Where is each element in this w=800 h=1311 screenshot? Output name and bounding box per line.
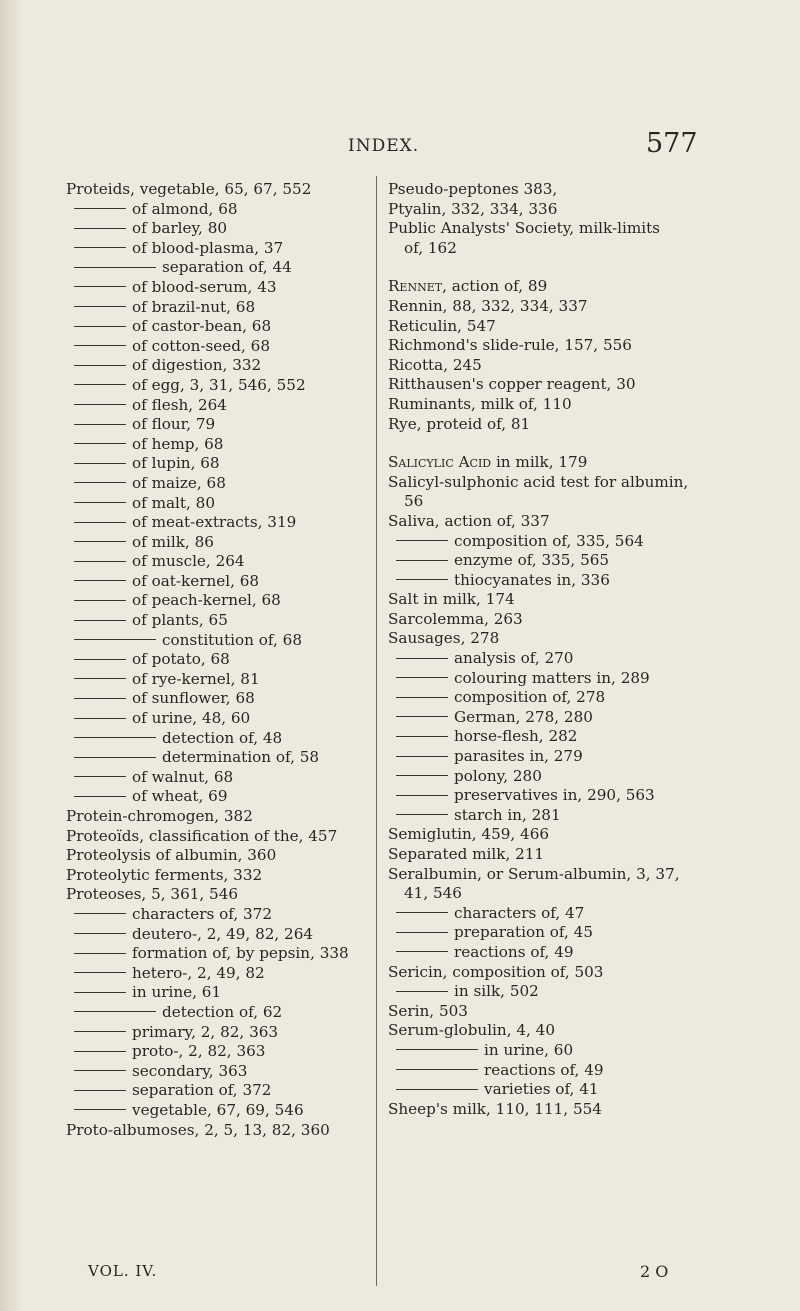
index-entry	[388, 239, 718, 259]
index-entry-text: Salicylic Acid in milk, 179	[388, 453, 588, 472]
index-entry	[66, 846, 366, 866]
index-entry	[66, 670, 366, 690]
ditto-dash	[396, 540, 448, 541]
index-entry-text: hetero-, 2, 49, 82	[132, 963, 265, 982]
ditto-dash	[74, 580, 126, 581]
index-entry-text: of flour, 79	[132, 415, 216, 434]
index-entry	[388, 669, 718, 689]
index-entry-text: of wheat, 69	[132, 787, 228, 806]
index-entry-text: Ptyalin, 332, 334, 336	[388, 199, 558, 218]
ditto-dash	[74, 757, 156, 758]
index-entry	[66, 983, 366, 1003]
index-entry	[388, 1061, 718, 1081]
index-entry-text: of rye-kernel, 81	[132, 669, 260, 688]
index-entry-text: Public Analysts' Society, milk-limits	[388, 219, 660, 238]
index-entry	[66, 454, 366, 474]
index-entry-text: varieties of, 41	[484, 1080, 599, 1099]
index-entry-text: of blood-plasma, 37	[132, 238, 284, 257]
index-entry-text: of meat-extracts, 319	[132, 513, 297, 532]
ditto-dash	[74, 972, 126, 973]
index-entry	[66, 964, 366, 984]
index-entry	[66, 1003, 366, 1023]
index-entry-text: characters of, 372	[132, 904, 273, 923]
index-entry	[388, 1041, 718, 1061]
index-entry	[388, 982, 718, 1002]
ditto-dash	[74, 482, 126, 483]
index-entry	[388, 1021, 718, 1041]
index-entry-text: Rennin, 88, 332, 334, 337	[388, 296, 588, 315]
index-entry-text: Richmond's slide-rule, 157, 556	[388, 336, 632, 355]
index-entry	[388, 512, 718, 532]
ditto-dash	[396, 1089, 478, 1090]
index-entry-text: of digestion, 332	[132, 356, 262, 375]
index-entry	[388, 415, 718, 435]
index-entry	[66, 885, 366, 905]
index-entry-text: of sunflower, 68	[132, 689, 255, 708]
index-entry-text: of hemp, 68	[132, 434, 224, 453]
index-entry	[66, 827, 366, 847]
index-entry-text: separation of, 44	[162, 258, 292, 277]
index-entry-text: Ritthausen's copper reagent, 30	[388, 375, 636, 394]
index-entry-text: characters of, 47	[454, 903, 585, 922]
index-entry-text: reactions of, 49	[454, 942, 574, 961]
index-entry	[66, 866, 366, 886]
index-entry-text: Serum-globulin, 4, 40	[388, 1021, 555, 1040]
ditto-dash	[74, 659, 126, 660]
index-entry	[388, 923, 718, 943]
index-entry-text: of almond, 68	[132, 199, 238, 218]
index-entry-text: vegetable, 67, 69, 546	[132, 1100, 304, 1119]
index-entry-text: Proteoïds, classification of the, 457	[66, 826, 338, 845]
ditto-dash	[74, 639, 156, 640]
index-entry	[388, 532, 718, 552]
index-entry-text: primary, 2, 82, 363	[132, 1022, 279, 1041]
index-entry	[66, 337, 366, 357]
index-column-right	[388, 180, 718, 1119]
ditto-dash	[396, 814, 448, 815]
index-entry	[388, 1080, 718, 1100]
index-entry	[66, 572, 366, 592]
index-entry-text: of maize, 68	[132, 473, 226, 492]
index-entry-text: German, 278, 280	[454, 707, 593, 726]
index-entry	[388, 356, 718, 376]
index-entry	[66, 611, 366, 631]
index-entry	[388, 200, 718, 220]
index-entry-text: of cotton-seed, 68	[132, 336, 270, 355]
ditto-dash	[74, 424, 126, 425]
index-entry-text: separation of, 372	[132, 1081, 272, 1100]
ditto-dash	[74, 522, 126, 523]
index-entry-text: of urine, 48, 60	[132, 709, 251, 728]
index-entry-text: of muscle, 264	[132, 552, 245, 571]
ditto-dash	[396, 912, 448, 913]
index-entry	[66, 317, 366, 337]
index-entry-text: Proto-albumoses, 2, 5, 13, 82, 360	[66, 1120, 330, 1139]
index-entry	[388, 1002, 718, 1022]
index-entry-text: reactions of, 49	[484, 1060, 604, 1079]
index-entry-text: Pseudo-peptones 383,	[388, 180, 558, 198]
index-entry	[66, 180, 366, 200]
index-entry	[66, 1042, 366, 1062]
index-entry	[66, 591, 366, 611]
ditto-dash	[396, 775, 448, 776]
index-entry-text: Proteids, vegetable, 65, 67, 552	[66, 180, 312, 198]
index-entry	[66, 807, 366, 827]
index-entry	[388, 571, 718, 591]
index-entry	[388, 180, 718, 200]
index-entry-text: Saliva, action of, 337	[388, 511, 550, 530]
ditto-dash	[74, 600, 126, 601]
index-entry-text: Separated milk, 211	[388, 845, 545, 863]
ditto-dash	[74, 502, 126, 503]
ditto-dash	[396, 579, 448, 580]
index-entry-text: formation of, by pepsin, 338	[132, 944, 349, 963]
ditto-dash	[74, 737, 156, 738]
index-entry-text: of potato, 68	[132, 650, 230, 669]
index-entry-text: enzyme of, 335, 565	[454, 551, 610, 570]
index-entry	[388, 904, 718, 924]
ditto-dash	[74, 1090, 126, 1091]
ditto-dash	[74, 306, 126, 307]
signature-mark: 2 O	[640, 1262, 669, 1281]
ditto-dash	[74, 247, 126, 248]
column-divider	[376, 176, 377, 1286]
ditto-dash	[74, 776, 126, 777]
index-entry-text: composition of, 278	[454, 688, 606, 707]
ditto-dash	[396, 658, 448, 659]
ditto-dash	[74, 561, 126, 562]
index-entry-text: thiocyanates in, 336	[454, 570, 610, 589]
index-entry	[388, 317, 718, 337]
ditto-dash	[74, 678, 126, 679]
index-entry	[388, 297, 718, 317]
index-entry-text: in urine, 61	[132, 983, 222, 1002]
index-entry	[388, 688, 718, 708]
page-edge	[0, 0, 24, 1311]
index-entry-text: constitution of, 68	[162, 630, 302, 649]
index-entry	[66, 533, 366, 553]
index-entry-text: of plants, 65	[132, 611, 228, 630]
index-entry	[388, 336, 718, 356]
ditto-dash	[74, 228, 126, 229]
index-entry	[388, 395, 718, 415]
index-entry	[66, 219, 366, 239]
index-entry-text: preservatives in, 290, 563	[454, 786, 655, 805]
ditto-dash	[74, 620, 126, 621]
ditto-dash	[74, 698, 126, 699]
index-entry-text: in silk, 502	[454, 982, 539, 1001]
index-entry	[66, 415, 366, 435]
ditto-dash	[74, 286, 126, 287]
index-entry-text: of malt, 80	[132, 493, 215, 512]
index-entry	[66, 513, 366, 533]
index-entry	[388, 473, 718, 493]
index-entry-text: horse-flesh, 282	[454, 727, 578, 746]
index-entry-text: determination of, 58	[162, 748, 320, 767]
index-entry	[388, 453, 718, 473]
ditto-dash	[396, 736, 448, 737]
ditto-dash	[396, 991, 448, 992]
ditto-dash	[74, 1109, 126, 1110]
ditto-dash	[74, 1070, 126, 1071]
index-entry	[388, 1100, 718, 1120]
ditto-dash	[74, 953, 126, 954]
ditto-dash	[396, 1049, 478, 1050]
index-entry-text: preparation of, 45	[454, 923, 593, 942]
index-entry	[66, 1121, 366, 1141]
index-entry-text: secondary, 363	[132, 1061, 248, 1080]
index-entry-text: Proteoses, 5, 361, 546	[66, 885, 239, 904]
index-entry-text: of castor-bean, 68	[132, 317, 272, 336]
index-entry	[66, 258, 366, 278]
index-entry	[388, 551, 718, 571]
ditto-dash	[74, 933, 126, 934]
index-entry	[66, 1062, 366, 1082]
index-entry	[388, 219, 718, 239]
ditto-dash	[74, 796, 126, 797]
index-entry-text: detection of, 62	[162, 1002, 283, 1021]
ditto-dash	[74, 404, 126, 405]
index-entry	[66, 356, 366, 376]
index-entry	[388, 747, 718, 767]
ditto-dash	[396, 795, 448, 796]
index-entry-text: of flesh, 264	[132, 395, 227, 414]
ditto-dash	[396, 677, 448, 678]
index-entry	[66, 709, 366, 729]
index-entry	[66, 239, 366, 259]
index-entry-text: starch in, 281	[454, 805, 561, 824]
index-entry	[388, 277, 718, 297]
index-entry	[388, 943, 718, 963]
index-entry	[66, 689, 366, 709]
index-entry	[66, 1101, 366, 1121]
index-entry-text: Sarcolemma, 263	[388, 609, 523, 628]
index-entry-text: of milk, 86	[132, 532, 214, 551]
index-entry-text: Seralbumin, or Serum-albumin, 3, 37,	[388, 864, 680, 883]
index-spacer	[388, 434, 718, 453]
ditto-dash	[74, 463, 126, 464]
ditto-dash	[74, 384, 126, 385]
index-entry-text: Salt in milk, 174	[388, 590, 515, 609]
ditto-dash	[396, 951, 448, 952]
index-entry	[66, 278, 366, 298]
index-entry	[388, 865, 718, 885]
index-entry	[388, 767, 718, 787]
ditto-dash	[74, 1011, 156, 1012]
index-entry-text: Ruminants, milk of, 110	[388, 394, 572, 413]
index-entry-text: deutero-, 2, 49, 82, 264	[132, 924, 314, 943]
ditto-dash	[396, 560, 448, 561]
index-entry	[66, 729, 366, 749]
index-entry-text: analysis of, 270	[454, 649, 574, 668]
index-entry-text: of brazil-nut, 68	[132, 297, 256, 316]
volume-label: VOL. IV.	[88, 1262, 158, 1280]
index-entry	[66, 552, 366, 572]
index-entry	[66, 905, 366, 925]
ditto-dash	[74, 1031, 126, 1032]
ditto-dash	[74, 326, 126, 327]
index-entry	[388, 629, 718, 649]
index-entry	[388, 375, 718, 395]
page-header	[0, 128, 800, 160]
index-entry	[388, 590, 718, 610]
index-entry	[388, 786, 718, 806]
ditto-dash	[74, 208, 126, 209]
index-entry-text: proto-, 2, 82, 363	[132, 1042, 266, 1061]
index-entry-text: 41, 546	[404, 884, 462, 903]
index-entry	[388, 492, 718, 512]
index-entry	[66, 1081, 366, 1101]
index-entry	[388, 610, 718, 630]
ditto-dash	[74, 1051, 126, 1052]
index-entry-text: parasites in, 279	[454, 747, 583, 766]
index-entry-text: of blood-serum, 43	[132, 277, 277, 296]
index-entry-text: of walnut, 68	[132, 767, 234, 786]
running-title: INDEX.	[348, 136, 420, 156]
index-entry	[388, 963, 718, 983]
index-entry	[66, 748, 366, 768]
index-entry	[388, 708, 718, 728]
ditto-dash	[396, 932, 448, 933]
index-entry-text: of peach-kernel, 68	[132, 591, 281, 610]
index-entry	[66, 650, 366, 670]
ditto-dash	[396, 697, 448, 698]
ditto-dash	[396, 716, 448, 717]
index-entry	[66, 298, 366, 318]
index-entry	[66, 396, 366, 416]
index-entry-text: Rennet, action of, 89	[388, 277, 548, 296]
ditto-dash	[74, 913, 126, 914]
index-entry-text: of, 162	[404, 238, 457, 257]
ditto-dash	[74, 345, 126, 346]
index-entry	[66, 768, 366, 788]
index-entry-text: Salicyl-sulphonic acid test for albumin,	[388, 472, 689, 491]
index-entry-text: colouring matters in, 289	[454, 668, 650, 687]
index-entry-text: of lupin, 68	[132, 454, 220, 473]
index-entry-text: Sericin, composition of, 503	[388, 962, 604, 981]
index-entry-text: of barley, 80	[132, 219, 228, 238]
index-entry	[66, 474, 366, 494]
index-entry-text: Ricotta, 245	[388, 355, 482, 374]
index-entry	[66, 631, 366, 651]
index-entry	[66, 200, 366, 220]
index-entry-text: 56	[404, 492, 424, 511]
ditto-dash	[74, 267, 156, 268]
ditto-dash	[74, 541, 126, 542]
index-entry	[388, 806, 718, 826]
index-entry-text: Semiglutin, 459, 466	[388, 825, 550, 844]
index-entry	[388, 727, 718, 747]
index-entry	[66, 435, 366, 455]
index-entry-text: Serin, 503	[388, 1001, 468, 1020]
index-entry	[66, 376, 366, 396]
index-spacer	[388, 258, 718, 277]
index-entry	[66, 787, 366, 807]
index-entry	[66, 1023, 366, 1043]
index-entry-text: of egg, 3, 31, 546, 552	[132, 375, 306, 394]
ditto-dash	[74, 365, 126, 366]
index-entry-text: Rye, proteid of, 81	[388, 414, 531, 433]
index-entry-text: Reticulin, 547	[388, 316, 496, 335]
index-entry	[66, 925, 366, 945]
index-entry	[388, 649, 718, 669]
index-entry	[388, 825, 718, 845]
index-entry-text: Sausages, 278	[388, 629, 500, 648]
index-entry-text: in urine, 60	[484, 1040, 574, 1059]
index-entry-text: composition of, 335, 564	[454, 531, 644, 550]
ditto-dash	[74, 718, 126, 719]
index-entry	[388, 884, 718, 904]
ditto-dash	[396, 1069, 478, 1070]
index-entry-text: polony, 280	[454, 766, 542, 785]
index-column-left	[66, 180, 366, 1140]
page-number: 577	[646, 128, 698, 159]
index-entry-text: Proteolysis of albumin, 360	[66, 846, 277, 865]
index-entry-text: Protein-chromogen, 382	[66, 807, 253, 825]
index-entry	[66, 944, 366, 964]
index-entry-text: detection of, 48	[162, 728, 283, 747]
ditto-dash	[396, 756, 448, 757]
ditto-dash	[74, 992, 126, 993]
index-entry-text: Proteolytic ferments, 332	[66, 865, 263, 884]
index-entry-text: of oat-kernel, 68	[132, 571, 260, 590]
ditto-dash	[74, 443, 126, 444]
index-entry	[66, 494, 366, 514]
index-entry-text: Sheep's milk, 110, 111, 554	[388, 1099, 602, 1118]
index-entry	[388, 845, 718, 865]
